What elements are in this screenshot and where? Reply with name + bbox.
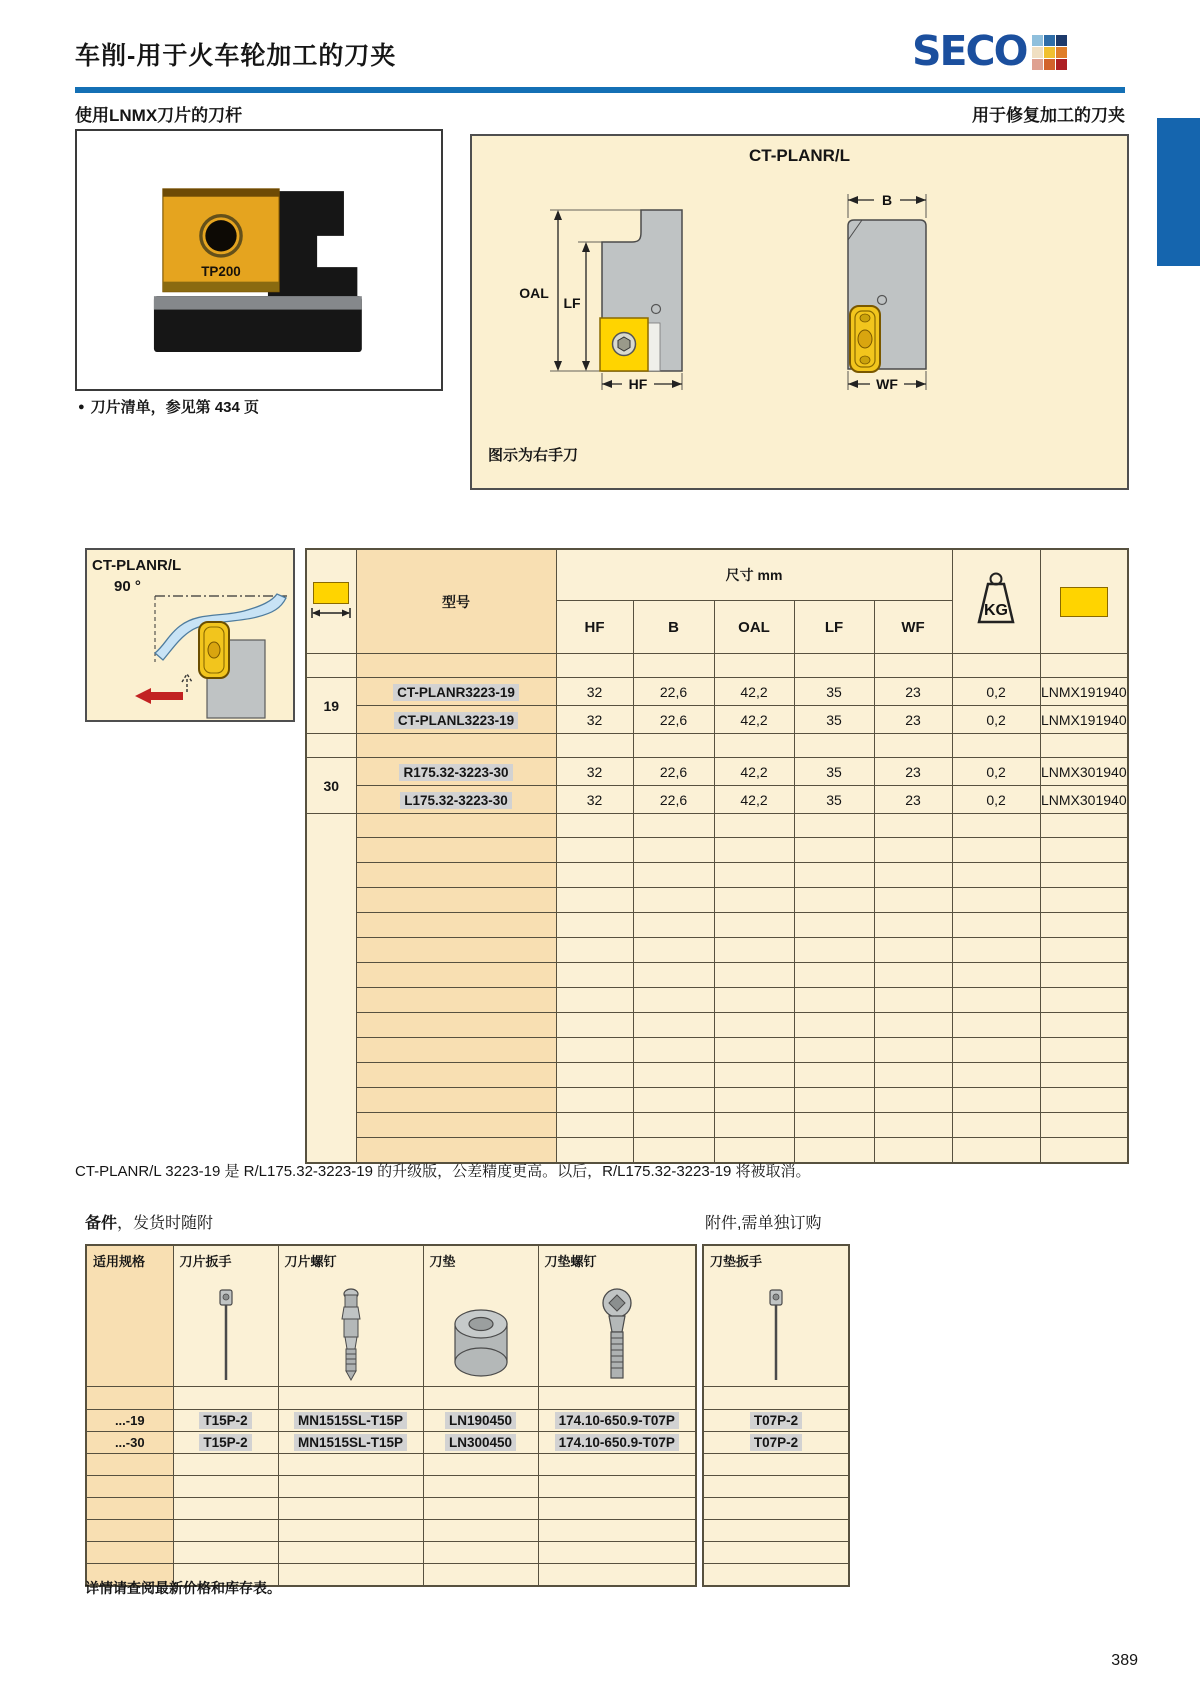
- empty-row: [306, 838, 1128, 863]
- dim-label-hf: HF: [628, 376, 648, 392]
- insert-column-header: [1040, 549, 1128, 654]
- size-group-19: 19: [306, 678, 356, 734]
- spacer-row: [306, 814, 1128, 838]
- col-header-hf: HF: [556, 601, 633, 654]
- empty-row: [306, 1013, 1128, 1038]
- empty-row: [306, 938, 1128, 963]
- empty-row: [306, 963, 1128, 988]
- col-header-b: B: [633, 601, 714, 654]
- insert-front-bottom: [860, 356, 870, 364]
- section-tab: [1157, 118, 1200, 266]
- main-table: [305, 548, 1129, 1164]
- accessories-heading-left: [85, 1210, 213, 1233]
- model-cell: CT-PLANL3223-19: [356, 706, 556, 734]
- bullet-icon: ●: [78, 401, 85, 413]
- empty-row: [703, 1476, 849, 1498]
- empty-row: [703, 1498, 849, 1520]
- col-header-wf: WF: [874, 601, 952, 654]
- diagram-title: CT-PLANR/L: [748, 146, 851, 165]
- kg-label: KG: [984, 602, 1009, 619]
- width-arrow-icon: [311, 607, 351, 619]
- shim-screw-icon: [599, 1286, 635, 1386]
- spec-cell: ...-19: [86, 1410, 173, 1432]
- shim-wrench-icon: [766, 1286, 786, 1386]
- shim-header: 刀垫: [429, 1254, 456, 1269]
- spacer-row: [306, 654, 1128, 678]
- separate-accessories-body: [703, 1245, 849, 1586]
- insert-screw-icon: [338, 1286, 364, 1386]
- insert-cell: LNMX301940: [1040, 786, 1128, 814]
- insert-screw-header: 刀片螺钉: [284, 1254, 337, 1269]
- empty-row: [703, 1542, 849, 1564]
- dimension-diagram-box: [470, 134, 1129, 490]
- accessory-row: T07P-2: [703, 1410, 849, 1432]
- empty-row: [306, 888, 1128, 913]
- empty-row: [306, 1063, 1128, 1088]
- shim-icon: [450, 1300, 512, 1380]
- table-row: L175.32-3223-30 32 22,6 42,2 35 23 0,2 LNMX301940: [306, 786, 1128, 814]
- accessories-header-row: [703, 1245, 849, 1387]
- application-profile-box: [85, 548, 295, 722]
- empty-row: [86, 1476, 696, 1498]
- dimensions-header: 尺寸 mm: [556, 549, 952, 601]
- empty-row: [306, 913, 1128, 938]
- accessory-row: ...-19 T15P-2 MN1515SL-T15P LN190450 174.10-650.9-T07P: [86, 1410, 696, 1432]
- insert-cell: LNMX301940: [1040, 758, 1128, 786]
- separate-accessories-table: [702, 1244, 850, 1587]
- empty-row: [86, 1454, 696, 1476]
- weight-column-header: [952, 549, 1040, 654]
- insert-cell: LNMX191940: [1040, 706, 1128, 734]
- empty-row: [703, 1564, 849, 1587]
- torx-wrench-icon: [216, 1286, 236, 1386]
- product-photo: [124, 171, 394, 361]
- profile-insert-center: [208, 642, 220, 658]
- main-table-body: [306, 654, 1128, 1164]
- accessories-header-row: [86, 1245, 696, 1387]
- empty-row: [306, 1038, 1128, 1063]
- insert-list-note: [78, 396, 259, 417]
- empty-row: [306, 863, 1128, 888]
- empty-row: [306, 988, 1128, 1013]
- dim-label-lf: LF: [563, 295, 581, 311]
- insert-wrench-header: 刀片扳手: [179, 1254, 232, 1269]
- insert-front-center: [858, 330, 872, 348]
- model-cell: R175.32-3223-30: [356, 758, 556, 786]
- accessories-heading-bold: 备件: [85, 1215, 118, 1232]
- accessories-table-body: [86, 1245, 696, 1586]
- model-cell: L175.32-3223-30: [356, 786, 556, 814]
- dim-label-wf: WF: [876, 376, 898, 392]
- accessories-heading-right: 附件,需单独订购: [705, 1215, 822, 1232]
- empty-row: [703, 1520, 849, 1542]
- right-subtitle: 用于修复加工的刀夹: [972, 106, 1125, 125]
- seco-logo: [912, 27, 1067, 75]
- empty-row: [306, 1113, 1128, 1138]
- profile-drawing: [87, 550, 293, 720]
- insert-rect-icon: [313, 582, 349, 604]
- insert-hole-center: [205, 220, 236, 251]
- upgrade-note: CT-PLANR/L 3223-19 是 R/L175.32-3223-19 的升级版，公差精度更高。以后，R/L175.32-3223-19 将被取消。: [75, 1163, 811, 1180]
- insert-icon: [1060, 587, 1108, 617]
- model-column-header: 型号: [356, 549, 556, 654]
- empty-row: [86, 1542, 696, 1564]
- page-number: 389: [1111, 1652, 1138, 1669]
- shim-wrench-header: 刀垫扳手: [710, 1254, 763, 1269]
- insert-list-note-text: 刀片清单，参见第 434 页: [90, 399, 260, 416]
- size-group-30: 30: [306, 758, 356, 814]
- dim-label-b: B: [881, 192, 893, 208]
- model-cell: CT-PLANR3223-19: [356, 678, 556, 706]
- clamp-screw-hex: [618, 337, 630, 351]
- spec-column-header: 适用规格: [93, 1254, 146, 1269]
- dim-label-oal: OAL: [519, 285, 549, 301]
- insert-bottom-edge: [163, 282, 279, 292]
- insert-front-top: [860, 314, 870, 322]
- col-header-oal: OAL: [714, 601, 794, 654]
- feed-arrow-shaft: [151, 692, 183, 700]
- seco-wordmark: SECO: [912, 27, 1027, 75]
- header-divider: [75, 87, 1125, 93]
- tool-base-band: [154, 296, 362, 309]
- profile-angle: 90 °: [114, 578, 141, 595]
- empty-row: [86, 1498, 696, 1520]
- insert-width-icon-cell: [306, 549, 356, 654]
- empty-row: [703, 1454, 849, 1476]
- accessory-row: T07P-2: [703, 1432, 849, 1454]
- size-column-empty: [306, 814, 356, 1164]
- spacer-row: [306, 734, 1128, 758]
- accessory-row: ...-30 T15P-2 MN1515SL-T15P LN300450 174.10-650.9-T07P: [86, 1432, 696, 1454]
- dimension-drawing: [482, 178, 1112, 428]
- table-row: 30 R175.32-3223-30 32 22,6 42,2 35 23 0,2 LNMX301940: [306, 758, 1128, 786]
- left-subtitle: 使用LNMX刀片的刀杆: [75, 106, 243, 125]
- insert-cell: LNMX191940: [1040, 678, 1128, 706]
- accessories-heading-rest: ，发货时随附: [117, 1215, 214, 1232]
- empty-row: [306, 1088, 1128, 1113]
- empty-row: [86, 1520, 696, 1542]
- table-row: CT-PLANL3223-19 32 22,6 42,2 35 23 0,2 LNMX191940: [306, 706, 1128, 734]
- insert-top-edge: [163, 189, 279, 197]
- shim-side: [648, 323, 660, 371]
- footer-note: 详情请查阅最新价格和库存表。: [85, 1580, 281, 1596]
- insert-grade-label: TP200: [201, 264, 241, 280]
- col-header-lf: LF: [794, 601, 874, 654]
- table-row: 19 CT-PLANR3223-19 32 22,6 42,2 35 23 0,2 LNMX191940: [306, 678, 1128, 706]
- accessories-table: [85, 1244, 697, 1587]
- shim-screw-header: 刀垫螺钉: [544, 1254, 597, 1269]
- tool-body-upper: [268, 191, 357, 296]
- feed-arrow: [135, 688, 151, 704]
- seco-logo-cube-icon: [1032, 35, 1067, 70]
- spacer-row: [86, 1387, 696, 1410]
- page-title: 车削-用于火车轮加工的刀夹: [75, 42, 397, 70]
- spacer-row: [703, 1387, 849, 1410]
- spec-cell: ...-30: [86, 1432, 173, 1454]
- product-photo-box: [75, 129, 443, 391]
- kg-weight-icon: [970, 570, 1022, 630]
- profile-title: CT-PLANR/L: [92, 557, 182, 574]
- diagram-caption: 图示为右手刀: [488, 447, 579, 464]
